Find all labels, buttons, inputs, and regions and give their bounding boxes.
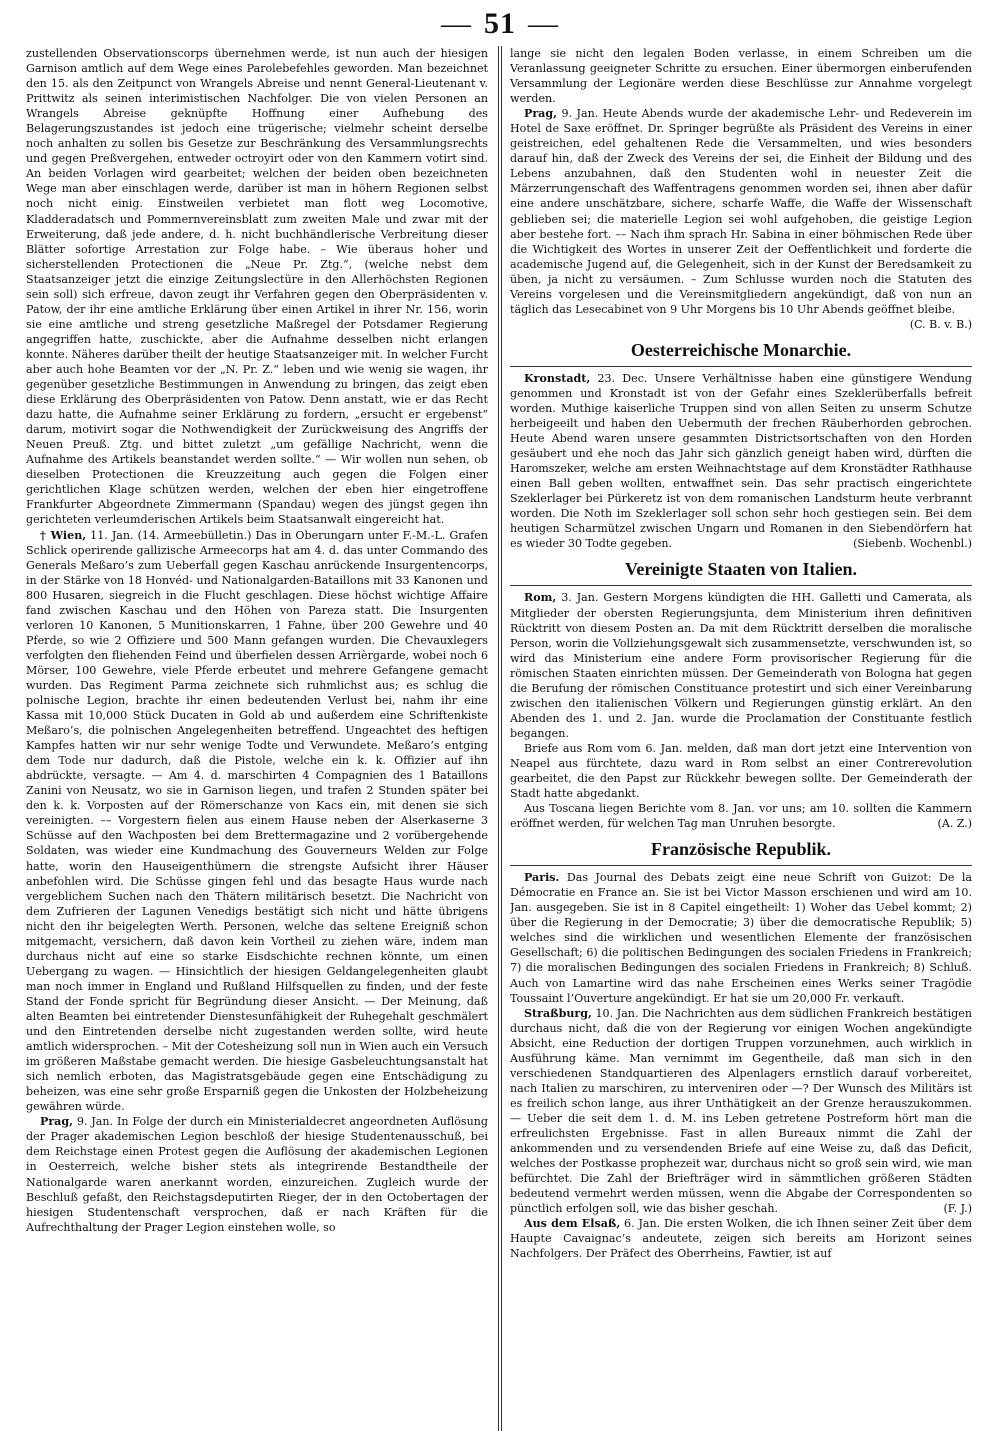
source-attribution: (A. Z.) — [937, 817, 972, 831]
article-briefe: Briefe aus Rom vom 6. Jan. melden, daß man dort jetzt eine Intervention von Neapel aus fürchtete, dazu ward in Rom selbst an einer Contrerevolution gearbeitet, die den Papst zur Rückkehr bewegen sollte. Der Gemeinderath der Stadt hatte abgedankt. — [510, 741, 972, 801]
header-dash-right: — — [528, 7, 559, 40]
article-prag-continuation: lange sie nicht den legalen Boden verlasse, in einem Schreiben um die Veranlassung geeigneter Schritte zu ersuchen. Einer übermorgen einberufenden Versammlung der Legionäre werden diese Beschlüsse zur Annahme vorgelegt werden. — [510, 47, 972, 106]
section-rule — [510, 585, 972, 586]
article-prag-1-text: 9. Jan. In Folge der durch ein Ministerialdecret angeordneten Auflösung der Prager akademischen Legion beschloß der hiesige Studentenausschuß, bei dem Reichstage einen Protest gegen die Auflösung der akademischen Legionen in Oesterreich, welche bisher stets als integrirende Bestandtheile der Nationalgarde waren anerkannt worden, einzureichen. Zugleich wurde der Beschluß gefaßt, den Reichstagsdeputirten Rieger, der in den Octobertagen der hiesigen Studentenschaft versprochen, daß er nach Kräften für die Aufrechthaltung der Prager Legion einstehen wolle, so — [26, 1115, 488, 1234]
right-column — [510, 46, 972, 1436]
dateline-elsass: Aus dem Elsaß, — [524, 1217, 621, 1231]
article-toscana — [510, 801, 972, 831]
left-column — [26, 46, 488, 1436]
article-elsass-text: 6. Jan. Die ersten Wolken, die ich Ihnen seiner Zeit über dem Haupte Cavaignac’s andeutete, zeigen sich bereits am Horizont seines Nachfolgers. Der Präfect des Oberrheins, Fawtier, ist auf — [510, 1217, 972, 1261]
article-wien — [26, 528, 488, 1115]
article-kronstadt — [510, 371, 972, 552]
column-divider — [498, 46, 499, 1431]
article-elsass — [510, 1216, 972, 1261]
article-strassburg — [510, 1006, 972, 1217]
dateline-prag-2: Prag, — [524, 107, 557, 121]
article-kronstadt-text: 23. Dec. Unsere Verhältnisse haben eine günstigere Wendung genommen und Kronstadt ist von der Gefahr eines Szeklerüberfalls befreit worden. Muthige kaiserliche Truppen sind von allen Seiten zu unserm Schutze herbeigeeilt und haben den Uebermuth der frechen Räuberhorden gebrochen. Heute Abend waren unsere gesammten Districtsortschaften von den Horden gesäubert und ehe noch das Jahr sich gänzlich geneigt haben wird, dürften die Haromszeker, welche am ersten Weihnachtstage auf dem Kronstädter Rathhause einen Ball geben wollten, entwaffnet sein. Das sehr practisch eingerichtete Szeklerlager bei Pürkeretz ist von dem romanischen Landsturm heute verbrannt worden. Die Noth im Szeklerlager soll schon sehr hoch gestiegen sein. Bei dem heutigen Scharmützel zwischen Ungarn und Romanen in den Siebendörfern hat es wieder 30 Todte gegeben. — [510, 371, 972, 551]
article-toscana-text: Aus Toscana liegen Berichte vom 8. Jan. vor uns; am 10. sollten die Kammern eröffnet werden, für welchen Tag man Unruhen besorgte. — [510, 802, 972, 831]
article-wien-text: 11. Jan. (14. Armeebülletin.) Das in Oberungarn unter F.-M.-L. Grafen Schlick operirende gallizische Armeecorps hat am 4. d. das unter Commando des Generals Meßaro’s zum Ueberfall gegen Kaschau anrückende Insurgentencorps, in der Stärke von 18 Honvéd- und Nationalgarden-Bataillons mit 33 Kanonen und 800 Husaren, siegreich in die Flucht geschlagen. Diese höchst wichtige Affaire fand zwischen Kaschau und den Höhen von Pareza statt. Die Insurgenten verloren 10 Kanonen, 5 Munitionskarren, 1 Fahne, über 200 Gewehre und 40 Pferde, so wie 2 Offiziere und 500 Mann gefangen wurden. Die Chevauxlegers verfolgten den fliehenden Feind und überfielen dessen Arrièrgarde, wobei noch 6 Mörser, 100 Gewehre, viele Pferde erbeutet und mehrere Gefangene gemacht wurden. Das Regiment Parma zeichnete sich ruhmlichst aus; es schlug die polnische Legion, brachte ihr einen bedeutenden Verlust bei, nahm ihr eine Kassa mit 10,000 Stück Ducaten in Gold ab und außerdem eine Schriftenkiste Meßaro’s, die polnischen Angelegenheiten betreffend. Ungeachtet des heftigen Kampfes hatten wir nur sehr wenige Todte und Verwundete. Meßaro’s entging dem Tode nur dadurch, daß die Pistole, welche ein k. k. Offizier auf ihn abdrückte, versagte. — Am 4. d. marschirten 4 Compagnien des 1 Bataillons Zanini von Neusatz, wo sie in Garnison liegen, und trafen 2 Stunden später bei den k. k. Vorposten auf der Römerschanze von Kacs ein, mit denen sie sich vereinigten. –– Vorgestern fielen aus einem Hause neben der Alserkaserne 3 Schüsse auf den Wachposten bei dem Brettermagazine und 2 vorübergehende Soldaten, was wieder eine Kundmachung des Gouverneurs Welden zur Folge hatte, worin den Hauseigenthümern die strengste Aufsicht ihrer Häuser anbefohlen wird. Die Schüsse gingen fehl und das besagte Haus wurde nach vergeblichem Suchen nach den Thätern militärisch besetzt. Die Nachricht von dem Zufrieren der Lagunen Venedigs bestätigt sich nicht und hätte übrigens nicht den ihr beigelegten Werth. Personen, welche das seltene Ereigniß schon mitgemacht, versichern, daß davon kein Vortheil zu ziehen wäre, indem man durchaus nicht auf eine so starke Eisdschichte rechnen könnte, um einen Uebergang zu wagen. — Hinsichtlich der hiesigen Geldangelegenheiten glaubt man noch immer in England und Rußland Hilfsquellen zu finden, und der feste Stand der Fonde spricht für Begründung dieser Ansicht. — Der Meinung, daß alten Beamten bei eintretender Dienstesunfähigkeit der Ruhegehalt geschmälert und den Eintretenden derselbe nicht zugestanden werden sollte, wird heute amtlich widersprochen. – Mit der Cotesheizung soll nun in Wien auch ein Versuch im größeren Maßstabe gemacht werden. Die hiesige Gasbeleuchtungsanstalt hat sich nemlich erboten, das Magistratsgebäude gegen eine Entschädigung zu beheizen, was eine sehr große Ersparniß gegen die Unkosten der Holzbeheizung gewähren würde. — [26, 528, 488, 1114]
dateline-kronstadt: Kronstadt, — [524, 371, 591, 385]
article-prag-2-text: 9. Jan. Heute Abends wurde der akademische Lehr- und Redeverein im Hotel de Saxe eröffnet. Dr. Springer begrüßte als Präsident des Vereins in einer geistreichen, edel gehaltenen Rede die Versammelten, und wies besonders darauf hin, daß der Zweck des Vereins der sei, die Einheit der Bildung und des Lebens anzubahnen, daß den Studenten wohl in neuester Zeit die Märzerrungenschaft des Waffentragens genommen worden sei, ihnen aber dafür eine andere unschätzbare, sichere, scharfe Waffe, die Waffe der Wissenschaft geblieben sei; die materielle Legion sei wohl aufgehoben, die geistige Legion aber bestehe fort. –– Nach ihm sprach Hr. Sabina in einer böhmischen Rede über die Wichtigkeit des Wortes in unserer Zeit der Oeffentlichkeit und forderte die academische Jugend auf, die Gelegenheit, sich in der Kunst der Beredsamkeit zu üben, ja nicht zu versäumen. – Zum Schlusse wurden noch die Statuten des Vereins vorgelesen und die Vereinsmitgliedern angekündigt, daß von nun an täglich das Lesecabinet von 9 Uhr Morgens bis 10 Uhr Abends geöffnet bleibe. — [510, 107, 972, 316]
dateline-strassburg: Straßburg, — [524, 1006, 592, 1020]
section-heading-austria: Oesterreichische Monarchie. — [630, 339, 852, 360]
section-rule — [510, 865, 972, 866]
column-divider-second — [501, 46, 502, 1431]
source-attribution: (F. J.) — [943, 1202, 972, 1216]
source-attribution: (Siebenb. Wochenbl.) — [853, 537, 972, 551]
article-rom-text: 3. Jan. Gestern Morgens kündigten die HH. Galletti und Camerata, als Mitglieder der obersten Regierungsjunta, dem Ministerium ihren definitiven Rücktritt von diesem Posten an. Da mit dem Rücktritt derselben die moralische Person, worin die Vollziehungsgewalt sich zusammensetzte, verschwunden ist, so wird das Ministerium eine andere Form provisorischer Regierung für die römischen Staaten einrichten müssen. Der Gemeinderath von Bologna hat gegen die Berufung der römischen Constituance protestirt und sich einer Vereinbarung zwischen den italienischen Völkern und Regierungen günstig erklärt. An den Abenden des 1. und 2. Jan. wurde die Proclamation der Constituante festlich begangen. — [510, 591, 972, 740]
article-prag-2 — [510, 106, 972, 331]
article-paris — [510, 870, 972, 1005]
dateline-paris: Paris. — [524, 871, 560, 885]
article-continuation: zustellenden Observationscorps übernehmen werde, ist nun auch der hiesigen Garnison amtlich auf dem Wege eines Parolebefehles geworden. Man bezeichnet den 15. als den Zeitpunct von Wrangels Abreise und nennt General-Lieutenant v. Prittwitz als seinen interimistischen Nachfolger. Die von vielen Personen an Wrangels Abreise geknüpfte Hoffnung einer Aufhebung des Belagerungszustandes ist jedoch eine trügerische; vielmehr scheint derselbe noch anhalten zu sollen bis Gesetze zur Beschränkung des Versammlungsrechts und gegen Preßvergehen, entweder octroyirt oder von den Kammern votirt sind. An beiden Vorlagen wird gearbeitet; welchen der beiden oben bezeichneten Wege man aber einschlagen werde, darüber ist man in höhern Regionen selbst noch nicht einig. Einstweilen verbietet man flott weg Locomotive, Kladderadatsch und Pommernvereinsblatt zum zweiten Male und zwar mit der Erweiterung, daß jede andere, d. h. nicht buchhändlerische Verbreitung dieser Blätter sofortige Arrestation zur Folge habe. – Wie überaus hoher und sicherstellenden Protectionen die „Neue Pr. Ztg.“, (welche nebst dem Staatsanzeiger jetzt die einzige Zeitungslectüre in den Allerhöchsten Regionen sein soll) sich erfreue, davon zeugt ihr Verfahren gegen den Oberpräsidenten v. Patow, der ihr eine amtliche Erklärung über einen Artikel in ihrer Nr. 156, worin sie eine amtliche und streng gesetzliche Maßregel der Potsdamer Regierung angegriffen hatte, zuschickte, aber die Aufnahme desselben nicht erlangen konnte. Näheres darüber theilt der heutige Staatsanzeiger mit. In welcher Furcht aber auch hohe Beamten vor der „N. Pr. Z.“ leben und wie wenig sie wagen, ihr gegenüber gesetzliche Bestimmungen in Anwendung zu bringen, das zeigt eben diese Erklärung des Oberpräsidenten von Patow. Denn anstatt, wie er das Recht dazu hatte, die Aufnahme seiner Erklärung zu fordern, „ersucht er ergebenst“ darum, motivirt sogar die Nothwendigkeit der Zurückweisung des Angriffs der Neuen Preuß. Ztg. und bittet zuletzt „um gefällige Nachricht, wenn die Aufnahme des Artikels beanstandet werden sollte.“ — Wir wollen nun sehen, ob dieselben Protectionen die Kreuzzeitung auch gegen die Folgen einer gerichtlichen Klage schützen werden, welchen der eben hier eingetroffene Frankfurter Abgeordnete Zimmermann (Spandau) wegen des jüngst gegen ihn gerichteten verleumderischen Artikels beim Staatsanwalt eingereicht hat. — [26, 47, 488, 527]
dateline-wien: † Wien, — [40, 528, 87, 542]
dateline-prag-1: Prag, — [40, 1115, 73, 1129]
article-paris-text: Das Journal des Debats zeigt eine neue Schrift von Guizot: De la Démocratie en France an. Sie ist bei Victor Masson erschienen und wird am 10. Jan. ausgegeben. Sie ist in 8 Capitel eingetheilt: 1) Woher das Uebel kommt; 2) über die Regierung in der Democratie; 3) über die democratische Republik; 5) welches sind die wirklichen und wesentlichen Elemente der französischen Gesellschaft; 6) die politischen Bedingungen des socialen Friedens in Frankreich; 7) die moralischen Bedingungen des socialen Friedens in Frankreich; 8) Schluß. Auch von Lamartine wird das nahe Erscheinen eines Werks seiner Tragödie Toussaint l’Ouverture angekündigt. Er hat sie um 20,000 Fr. verkauft. — [510, 871, 972, 1005]
section-heading-france: Französische Republik. — [650, 839, 832, 860]
header-dash-left: — — [441, 7, 472, 40]
page-number: 51 — [484, 7, 516, 40]
page-header — [0, 6, 1000, 42]
article-rom — [510, 590, 972, 740]
section-heading-italy: Vereinigte Staaten von Italien. — [625, 559, 857, 580]
section-rule — [510, 366, 972, 367]
source-attribution: (C. B. v. B.) — [909, 317, 972, 331]
dateline-rom: Rom, — [524, 591, 557, 605]
article-strassburg-text: 10. Jan. Die Nachrichten aus dem südlichen Frankreich bestätigen durchaus nicht, daß die von der Regierung vor einigen Wochen angekündigte Absicht, eine Reduction der dortigen Truppen vorzunehmen, auch wirklich in Ausführung käme. Man vernimmt im Gegentheile, daß man sich in den verschiedenen Standquartieren des Alpenlagers ernstlich darauf vorbereitet, nach Italien zu marschiren, zu interveniren oder —? Der Wunsch des Militärs ist es freilich schon lange, aus ihrer Unthätigkeit an der Grenze herauszukommen. — Ueber die seit dem 1. d. M. ins Leben getretene Postreform hört man die erfreulichsten Ergebnisse. Fast in allen Bureaux nimmt die Zahl der ankommenden und zu versendenden Briefe auf eine Weise zu, daß das Deficit, welches der Postkasse prophezeit war, durchaus nicht so groß sein wird, wie man befürchtet. Die Zahl der Briefträger wird in sämmtlichen größeren Städten bedeutend vermehrt werden müssen, wenn die Abgabe der Correspondenten so pünctlich erfolgen soll, wie das bisher geschah. — [510, 1006, 972, 1216]
article-prag-1 — [26, 1114, 488, 1234]
